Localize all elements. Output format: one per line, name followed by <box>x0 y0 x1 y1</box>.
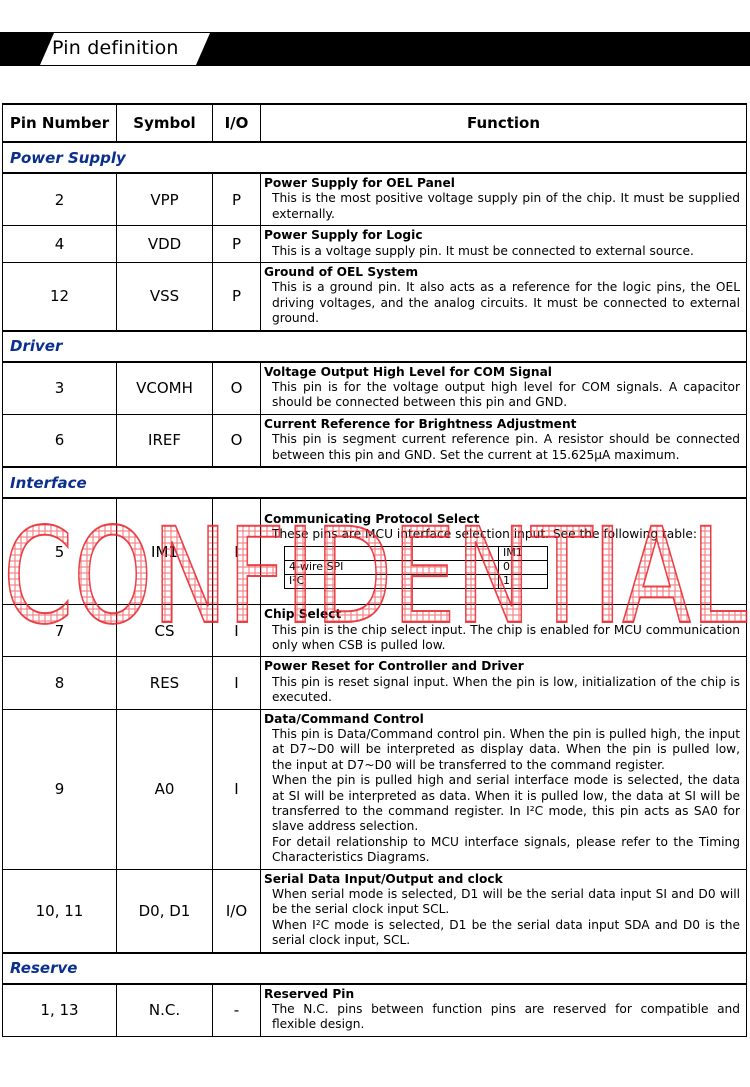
pin-io: O <box>213 414 261 467</box>
pin-io: I <box>213 605 261 657</box>
pin-number: 10, 11 <box>3 869 117 953</box>
function-title: Ground of OEL System <box>264 265 419 280</box>
pin-symbol: VPP <box>117 173 213 226</box>
pin-symbol: IREF <box>117 414 213 467</box>
function-title: Power Supply for OEL Panel <box>264 176 455 190</box>
table-row <box>3 869 747 953</box>
watermark-text: CONFIDENTIAL <box>3 516 747 636</box>
pin-symbol: CS <box>117 605 213 657</box>
function-description: This is the most positive voltage supply pin of the chip. It must be supplied externally. <box>272 191 740 221</box>
function-title: Power Supply for Logic <box>264 228 423 243</box>
interface-select-header-blank <box>285 546 499 560</box>
group-title-interface: Interface <box>3 467 747 498</box>
function-description: These pins are MCU interface selection input. See the following table: <box>272 527 697 542</box>
function-description: This pin is for the voltage output high level for COM signals. A capacitor should be connected between this pin and GND. <box>272 380 740 410</box>
section-header-label <box>40 31 210 67</box>
pin-number: 12 <box>3 263 117 331</box>
pin-symbol: D0, D1 <box>117 869 213 953</box>
table-row <box>3 173 747 226</box>
pin-io: O <box>213 362 261 415</box>
table-row <box>3 226 747 263</box>
pin-symbol: IM1 <box>117 498 213 605</box>
pin-number: 9 <box>3 709 117 869</box>
pin-symbol: N.C. <box>117 984 213 1037</box>
group-title-driver: Driver <box>3 331 747 362</box>
function-description: This is a ground pin. It also acts as a reference for the logic pins, the OEL driving voltages, and the analog circuits. It must be connected to external ground. <box>272 280 740 326</box>
group-row <box>3 331 747 362</box>
pin-io: P <box>213 173 261 226</box>
header-io: I/O <box>213 104 261 142</box>
function-description: This pin is Data/Command control pin. When the pin is pulled high, the input at D7~D0 will be interpreted as display data. When the pin is pulled low, the input at D7~D0 will be transferred to the command register. <box>272 726 740 772</box>
header-pin-number: Pin Number <box>3 104 117 142</box>
pin-io: - <box>213 984 261 1037</box>
pin-function <box>261 869 747 953</box>
function-description: For detail relationship to MCU interface signals, please refer to the Timing Characteristics Diagrams. <box>272 834 740 865</box>
interface-select-header: IM1 <box>499 546 548 560</box>
pin-io: I <box>213 657 261 709</box>
pin-function <box>261 362 747 415</box>
interface-option-label: 4-wire SPI <box>285 560 499 574</box>
pin-number: 4 <box>3 226 117 263</box>
pin-function <box>261 657 747 709</box>
pin-number: 2 <box>3 173 117 226</box>
pin-function <box>261 263 747 331</box>
table-header-row <box>3 104 747 142</box>
interface-option-value: 0 <box>499 560 548 574</box>
section-title: Pin definition <box>52 37 179 59</box>
pin-number: 3 <box>3 362 117 415</box>
pin-number: 1, 13 <box>3 984 117 1037</box>
function-description: When the pin is pulled high and serial interface mode is selected, the data at SI will be interpreted as data. When it is pulled low, the data at SI will be transferred to the command register. In I²C mode, this pin acts as SA0 for slave address selection. <box>272 773 740 834</box>
pin-io: P <box>213 263 261 331</box>
pin-function <box>261 498 747 605</box>
function-description: This pin is the chip select input. The chip is enabled for MCU communication only when CSB is pulled low. <box>272 622 740 652</box>
pin-function <box>261 605 747 657</box>
interface-select-table <box>284 546 548 589</box>
pin-number: 6 <box>3 414 117 467</box>
pin-function <box>261 709 747 869</box>
group-title-reserve: Reserve <box>3 953 747 984</box>
function-title: Reserved Pin <box>264 986 355 1001</box>
pin-function <box>261 414 747 467</box>
table-row <box>3 605 747 657</box>
pin-io: I <box>213 498 261 605</box>
group-row <box>3 467 747 498</box>
group-title-power-supply: Power Supply <box>3 142 747 173</box>
pin-number: 5 <box>3 498 117 605</box>
pin-number: 8 <box>3 657 117 709</box>
function-title: Data/Command Control <box>264 711 424 726</box>
function-title: Serial Data Input/Output and clock <box>264 871 503 886</box>
pin-io: P <box>213 226 261 263</box>
pin-definition-table <box>2 103 747 1037</box>
group-row <box>3 142 747 173</box>
function-title: Voltage Output High Level for COM Signal <box>264 364 552 379</box>
function-title: Current Reference for Brightness Adjustment <box>264 416 577 431</box>
pin-symbol: A0 <box>117 709 213 869</box>
pin-symbol: VDD <box>117 226 213 263</box>
pin-function <box>261 226 747 263</box>
header-function: Function <box>261 104 747 142</box>
function-description: When I²C mode is selected, D1 be the serial data input SDA and D0 is the serial clock input, SCL. <box>272 917 740 948</box>
interface-option-label: I²C <box>285 574 499 588</box>
pin-symbol: RES <box>117 657 213 709</box>
function-description: This pin is segment current reference pin. A resistor should be connected between this pin and GND. Set the current at 15.625μA maximum. <box>272 432 740 462</box>
function-title: Chip Select <box>264 607 342 622</box>
function-title: Communicating Protocol Select <box>264 511 480 526</box>
pin-symbol: VSS <box>117 263 213 331</box>
pin-function <box>261 173 747 226</box>
pin-io: I <box>213 709 261 869</box>
function-description: The N.C. pins between function pins are reserved for compatible and flexible design. <box>272 1002 740 1032</box>
table-row <box>3 263 747 331</box>
table-row <box>3 984 747 1037</box>
group-row <box>3 953 747 984</box>
function-description: This pin is reset signal input. When the pin is low, initialization of the chip is executed. <box>272 674 740 705</box>
pin-function <box>261 984 747 1037</box>
header-symbol: Symbol <box>117 104 213 142</box>
table-row <box>3 709 747 869</box>
function-title: Power Reset for Controller and Driver <box>264 659 524 674</box>
table-row <box>3 414 747 467</box>
table-row <box>3 362 747 415</box>
pin-io: I/O <box>213 869 261 953</box>
interface-option-value: 1 <box>499 574 548 588</box>
table-row <box>3 498 747 605</box>
pin-symbol: VCOMH <box>117 362 213 415</box>
table-row <box>3 657 747 709</box>
function-description: When serial mode is selected, D1 will be the serial data input SI and D0 will be the serial clock input SCL. <box>272 887 740 917</box>
pin-number: 7 <box>3 605 117 657</box>
function-description: This is a voltage supply pin. It must be connected to external source. <box>272 243 694 258</box>
